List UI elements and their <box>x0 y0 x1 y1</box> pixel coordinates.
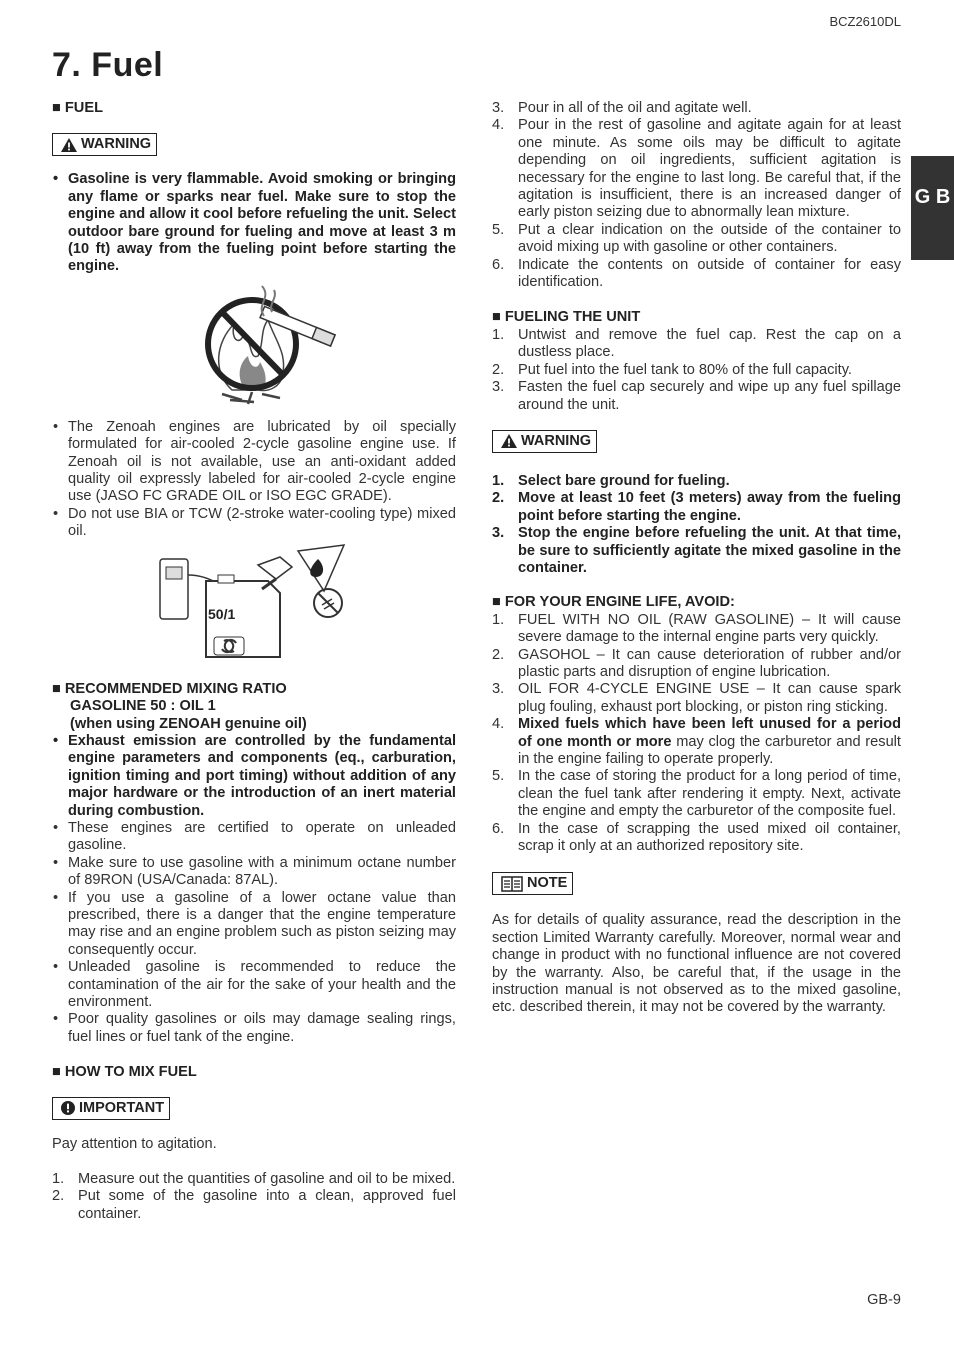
warning-box <box>52 133 157 156</box>
how-to-mix-steps <box>52 1171 456 1223</box>
warning-step: 2. Move at least 10 feet (3 meters) away from the fueling point before starting the engine. <box>492 490 901 524</box>
section-heading-mixing-ratio: ■ RECOMMENDED MIXING RATIO <box>52 681 456 698</box>
mixing-list <box>52 733 456 1046</box>
mix-bullet-4: • Unleaded gasoline is recommended to reduce the contamination of the air for the sake of your health and the environment. <box>52 959 456 1011</box>
mix-bullet-3: • If you use a gasoline of a lower octane value than prescribed, there is a danger that the engine temperature may rise and an engine problem such as piston seizing may consequently occur. <box>52 890 456 960</box>
oil-bullet-2: • Do not use BIA or TCW (2-stroke water-cooling type) mixed oil. <box>52 506 456 541</box>
model-number: BCZ2610DL <box>829 14 901 29</box>
avoid-item: 1. FUEL WITH NO OIL (RAW GASOLINE) – It will cause severe damage to the internal engine parts very quickly. <box>492 611 901 646</box>
oil-bullet-1: • The Zenoah engines are lubricated by oil specially formulated for air-cooled 2-cycle gasoline engine use. If Zenoah oil is not available, use an anti-oxidant added quality oil expressly labeled for air-cooled 2-cycle engine use (JASO FC GRADE OIL or ISO EGC GRADE). <box>52 419 456 506</box>
oil-list <box>52 419 456 541</box>
section-heading-avoid: ■ FOR YOUR ENGINE LIFE, AVOID: <box>492 594 901 611</box>
avoid-item: 5. In the case of storing the product for a long period of time, clean the fuel tank after rendering it empty. Next, activate the engine and empty the carburetor of the composite fuel. <box>492 768 901 820</box>
fuel-container-illustration <box>52 543 456 663</box>
warning-box-2 <box>492 430 597 453</box>
language-tab: G B <box>911 156 954 260</box>
note-box <box>492 872 573 895</box>
mix-step: 1. Measure out the quantities of gasoline and oil to be mixed. <box>52 1171 456 1188</box>
left-column <box>52 100 456 1223</box>
section-heading-how-to-mix: ■ HOW TO MIX FUEL <box>52 1064 456 1081</box>
mix-step: 6. Indicate the contents on outside of container for easy identification. <box>492 256 901 291</box>
fueling-step: 1. Untwist and remove the fuel cap. Rest the cap on a dustless place. <box>492 326 901 361</box>
section-heading-fuel: ■ FUEL <box>52 100 456 117</box>
page-number: GB-9 <box>867 1292 901 1308</box>
how-to-mix-steps-continued <box>492 100 901 291</box>
fueling-step: 3. Fasten the fuel cap securely and wipe up any fuel spillage around the unit. <box>492 379 901 413</box>
warning-label-2: WARNING <box>521 432 592 449</box>
mix-bullet-1: • These engines are certified to operate on unleaded gasoline. <box>52 820 456 855</box>
warning-icon <box>501 434 517 448</box>
warning-text: • Gasoline is very flammable. Avoid smoking or bringing any flame or sparks near fuel. Make sure to stop the engine and allow it cool before refueling the unit. Select outdoor bare ground for fueling and move at least 3 m (10 ft) away from the fueling point before starting the engine. <box>52 171 456 275</box>
no-smoking-illustration <box>52 282 456 412</box>
avoid-item: 3. OIL FOR 4-CYCLE ENGINE USE – It can cause spark plug fouling, exhaust port blocking, or piston ring sticking. <box>492 681 901 715</box>
important-icon <box>61 1101 75 1115</box>
emission-bullet: • Exhaust emission are controlled by the fundamental engine parameters and components (eq., carburation, ignition timing and port timing) without addition of any major hardware or the introduction of an inert material during combustion. <box>52 733 456 820</box>
avoid-item: 4. Mixed fuels which have been left unused for a period of one month or more may clog the carburetor and result in the engine failing to operate properly. <box>492 716 901 767</box>
warning-icon <box>61 138 77 152</box>
mix-bullet-2: • Make sure to use gasoline with a minimum octane number of 89RON (USA/Canada: 87AL). <box>52 855 456 890</box>
warning-step: 1. Select bare ground for fueling. <box>492 472 730 489</box>
fueling-steps <box>492 327 901 414</box>
note-icon <box>501 876 523 892</box>
mix-step: 4. Pour in the rest of gasoline and agitate again for at least one minute. As some oils may be difficult to agitate depending on oil ingredients, sufficient agitation is necessary for the engine to last long. Be careful that, if the agitation is insufficient, there is an increased danger of early piston seizing due to abnormally lean mixture. <box>492 117 901 221</box>
mix-step: 5. Put a clear indication on the outside of the container to avoid mixing up with gasoline or other containers. <box>492 221 901 256</box>
mix-step: 3. Pour in all of the oil and agitate well. <box>492 100 752 116</box>
fueling-step: 2. Put fuel into the fuel tank to 80% of the full capacity. <box>492 361 852 378</box>
avoid-list <box>492 612 901 856</box>
important-label: IMPORTANT <box>79 1099 165 1116</box>
mixing-ratio: GASOLINE 50 : OIL 1 <box>70 698 216 715</box>
page-title: 7. Fuel <box>52 46 164 84</box>
avoid-item: 6. In the case of scrapping the used mixed oil container, scrap it only at an authorized repository site. <box>492 820 901 855</box>
right-column <box>492 100 901 1017</box>
mixing-ratio-note: (when using ZENOAH genuine oil) <box>70 715 307 732</box>
mix-step: 2. Put some of the gasoline into a clean, approved fuel container. <box>52 1188 456 1222</box>
can-ratio-label: 50/1 <box>208 605 236 622</box>
section-heading-fueling: ■ FUELING THE UNIT <box>492 309 901 326</box>
fueling-warning-steps <box>492 473 901 577</box>
warning-list <box>52 171 456 275</box>
warning-label: WARNING <box>81 136 152 153</box>
mix-bullet-5: • Poor quality gasolines or oils may damage sealing rings, fuel lines or fuel tank of the engine. <box>52 1011 456 1046</box>
note-text: As for details of quality assurance, read the description in the section Limited Warranty carefully. Moreover, normal wear and change in product with no functional influence are not covered by the warranty. Also, be careful that, if the usage in the instruction manual is not observed as to the mixed gasoline, etc. described therein, it may not be covered by the warranty. <box>492 912 901 1016</box>
note-label: NOTE <box>527 875 568 892</box>
avoid-item: 2. GASOHOL – It can cause deterioration of rubber and/or plastic parts and disruption of engine lubrication. <box>492 646 901 680</box>
important-box <box>52 1097 170 1120</box>
important-text: Pay attention to agitation. <box>52 1135 217 1152</box>
warning-step: 3. Stop the engine before refueling the unit. At that time, be sure to sufficiently agitate the mixed gasoline in the container. <box>492 525 901 576</box>
